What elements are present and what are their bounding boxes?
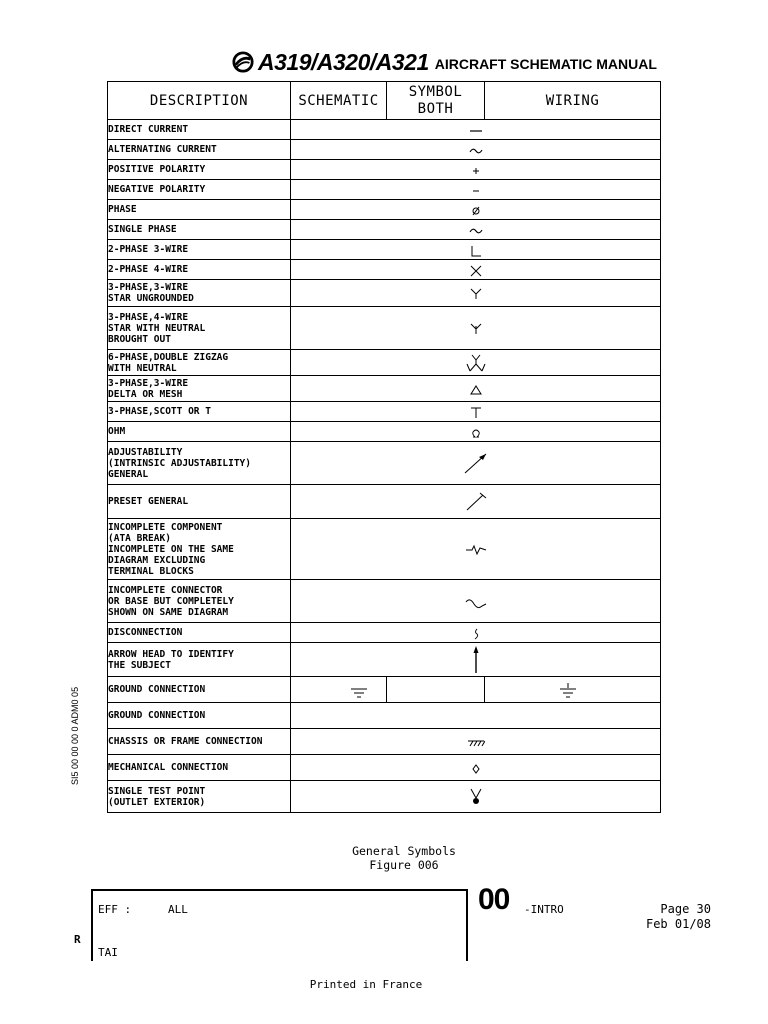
chapter-number: 00: [478, 883, 510, 916]
document-reference-code: SI5 00 00 00 0 ADM0 05: [70, 686, 80, 785]
row-description: ARROW HEAD TO IDENTIFY THE SUBJECT: [108, 643, 291, 677]
row-both-symbol: [387, 677, 485, 703]
row-symbol: [291, 781, 661, 813]
table-row: [108, 280, 661, 307]
table-row: [108, 120, 661, 140]
row-description: SINGLE TEST POINT (OUTLET EXTERIOR): [108, 781, 291, 813]
row-description: INCOMPLETE CONNECTOR OR BASE BUT COMPLETELY SHOWN ON SAME DIAGRAM: [108, 580, 291, 623]
double-zigzag-icon: [466, 354, 486, 372]
row-symbol: [291, 160, 661, 180]
table-header-row: [108, 82, 661, 120]
table-row: [108, 402, 661, 422]
adjustability-icon: [463, 451, 489, 475]
row-description: GROUND CONNECTION: [108, 703, 291, 729]
row-description: MECHANICAL CONNECTION: [108, 755, 291, 781]
direct-current-icon: [469, 127, 483, 135]
row-symbol: [291, 350, 661, 376]
page-date: Feb 01/08: [645, 917, 711, 931]
row-description: 3-PHASE,SCOTT OR T: [108, 402, 291, 422]
col-description: DESCRIPTION: [108, 82, 291, 120]
table-row: [108, 643, 661, 677]
row-description: 2-PHASE 4-WIRE: [108, 260, 291, 280]
row-description: CHASSIS OR FRAME CONNECTION: [108, 729, 291, 755]
row-description: GROUND CONNECTION: [108, 677, 291, 703]
row-wiring-symbol: [485, 677, 661, 703]
row-description: ADJUSTABILITY (INTRINSIC ADJUSTABILITY) GENERAL: [108, 442, 291, 485]
row-description: NEGATIVE POLARITY: [108, 180, 291, 200]
row-symbol: [291, 402, 661, 422]
row-symbol: [291, 580, 661, 623]
table-row: [108, 519, 661, 580]
ground-icon: [559, 683, 577, 699]
row-symbol: [291, 200, 661, 220]
table-row: [108, 485, 661, 519]
effectivity-box: [91, 889, 468, 961]
row-symbol: [291, 240, 661, 260]
incomplete-component-icon: [465, 544, 487, 556]
table-row: [108, 160, 661, 180]
positive-polarity-icon: [471, 166, 481, 176]
row-symbol: [291, 729, 661, 755]
mechanical-connection-icon: [472, 764, 480, 774]
alternating-current-icon: [469, 147, 483, 155]
table-row: [108, 240, 661, 260]
row-symbol: [291, 422, 661, 442]
row-symbol: [291, 180, 661, 200]
row-symbol: [291, 260, 661, 280]
preset-icon: [465, 492, 487, 512]
row-symbol: [291, 519, 661, 580]
row-description: DIRECT CURRENT: [108, 120, 291, 140]
row-description: 3-PHASE,4-WIRE STAR WITH NEUTRAL BROUGHT OUT: [108, 307, 291, 350]
table-row: [108, 200, 661, 220]
ohm-icon: [471, 428, 481, 438]
row-description: 2-PHASE 3-WIRE: [108, 240, 291, 260]
row-symbol: [291, 220, 661, 240]
table-row: [108, 350, 661, 376]
two-phase-four-wire-icon: [470, 265, 482, 277]
table-row: [108, 180, 661, 200]
row-symbol: [291, 485, 661, 519]
effectivity-label: EFF :: [98, 903, 132, 916]
col-schematic: SCHEMATIC: [291, 82, 387, 120]
row-symbol: [291, 376, 661, 402]
test-point-icon: [470, 788, 482, 806]
row-description: DISCONNECTION: [108, 623, 291, 643]
symbols-table: [107, 81, 661, 813]
delta-icon: [470, 385, 482, 395]
figure-number: Figure 006: [369, 858, 439, 872]
manual-header: [232, 50, 657, 74]
row-description: SINGLE PHASE: [108, 220, 291, 240]
table-row: [108, 623, 661, 643]
row-symbol: [291, 140, 661, 160]
brand-name: A319/A320/A321: [258, 48, 429, 75]
row-symbol: [291, 120, 661, 140]
section-label: -INTRO: [524, 903, 564, 916]
table-row: [108, 260, 661, 280]
star-ungrounded-icon: [470, 288, 482, 300]
row-schematic-symbol: [291, 677, 387, 703]
col-symbol-both: SYMBOL BOTH: [387, 82, 485, 120]
row-description: PHASE: [108, 200, 291, 220]
table-row: [108, 140, 661, 160]
arrow-head-icon: [472, 646, 480, 674]
two-phase-three-wire-icon: [470, 245, 482, 257]
chassis-icon: [467, 739, 485, 747]
page-number: Page 30: [660, 902, 711, 916]
row-symbol: [291, 703, 661, 729]
row-description: INCOMPLETE COMPONENT (ATA BREAK) INCOMPLETE ON THE SAME DIAGRAM EXCLUDING TERMINAL BLOCKS: [108, 519, 291, 580]
table-row: [108, 376, 661, 402]
row-description: 3-PHASE,3-WIRE STAR UNGROUNDED: [108, 280, 291, 307]
col-wiring: WIRING: [485, 82, 661, 120]
table-row: [108, 422, 661, 442]
figure-title: General Symbols: [352, 844, 456, 858]
row-description: 3-PHASE,3-WIRE DELTA OR MESH: [108, 376, 291, 402]
row-symbol: [291, 755, 661, 781]
star-neutral-icon: [470, 323, 482, 335]
table-row: [108, 729, 661, 755]
row-description: PRESET GENERAL: [108, 485, 291, 519]
row-description: 6-PHASE,DOUBLE ZIGZAG WITH NEUTRAL: [108, 350, 291, 376]
row-description: POSITIVE POLARITY: [108, 160, 291, 180]
row-symbol: [291, 280, 661, 307]
disconnection-icon: [472, 628, 480, 640]
revision-mark: R: [74, 933, 81, 946]
single-phase-icon: [469, 227, 483, 235]
table-row: [108, 220, 661, 240]
manual-subtitle: AIRCRAFT SCHEMATIC MANUAL: [434, 55, 657, 72]
tai-label: TAI: [98, 946, 118, 959]
printed-in: Printed in France: [309, 978, 423, 991]
row-symbol: [291, 643, 661, 677]
table-row: [108, 781, 661, 813]
ground-icon: [350, 687, 368, 699]
row-symbol: [291, 623, 661, 643]
scott-t-icon: [470, 407, 482, 419]
effectivity-value: ALL: [168, 903, 188, 916]
row-description: OHM: [108, 422, 291, 442]
row-symbol: [291, 307, 661, 350]
table-row: [108, 677, 661, 703]
row-symbol: [291, 442, 661, 485]
incomplete-connector-icon: [465, 598, 487, 612]
row-description: ALTERNATING CURRENT: [108, 140, 291, 160]
phase-icon: [471, 206, 481, 216]
table-row: [108, 307, 661, 350]
airbus-logo-icon: [232, 51, 254, 73]
negative-polarity-icon: [471, 186, 481, 196]
table-row: [108, 442, 661, 485]
table-row: [108, 703, 661, 729]
table-row: [108, 755, 661, 781]
table-row: [108, 580, 661, 623]
